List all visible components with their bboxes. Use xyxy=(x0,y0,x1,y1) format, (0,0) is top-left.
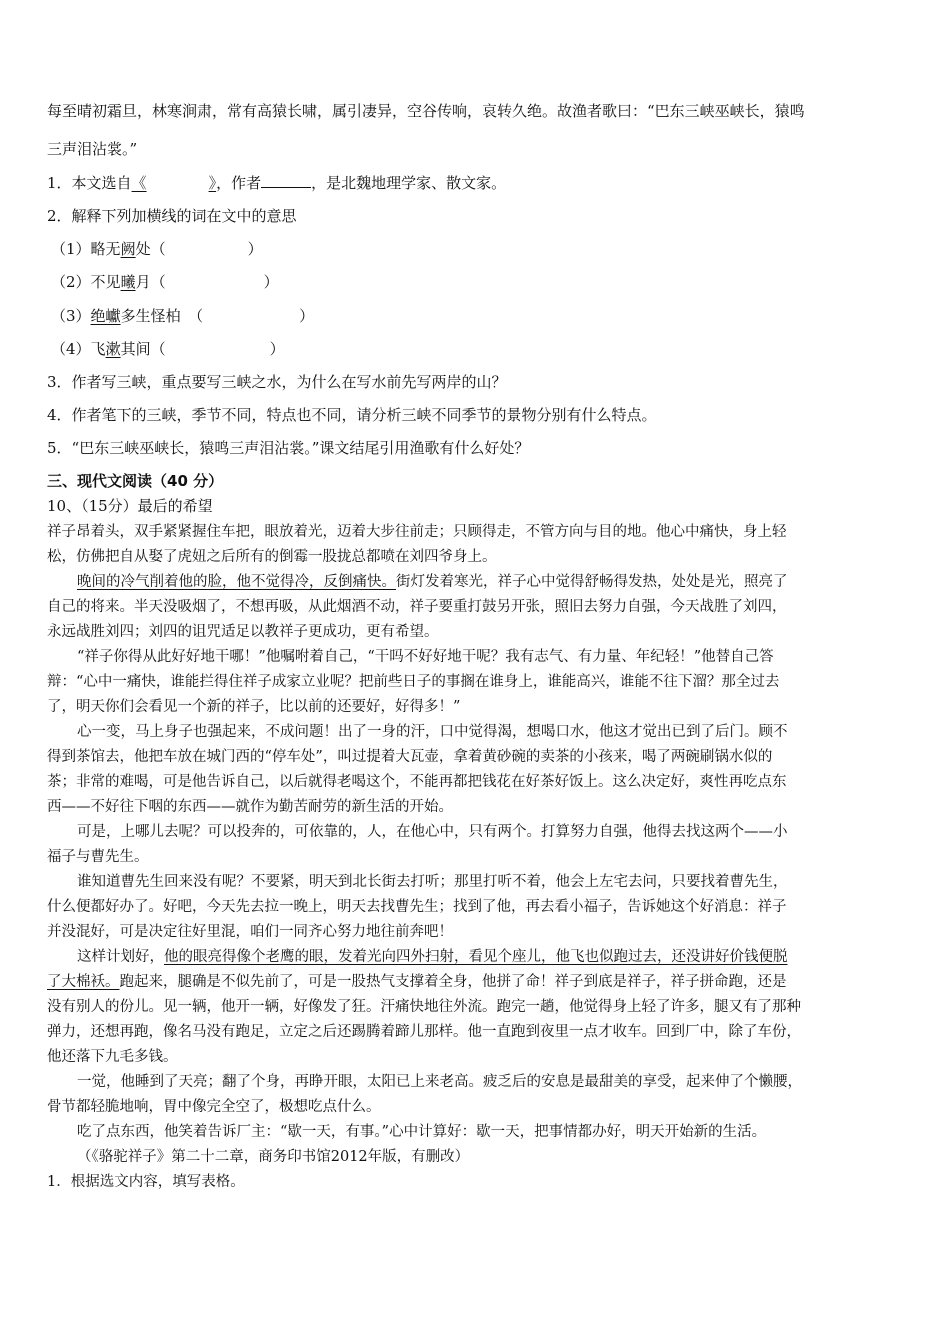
underlined-word: 绝巘 xyxy=(90,307,121,325)
para-2-line-2: 自己的将来。半天没吸烟了，不想再吸，从此烟酒不动，祥子要重打鼓另开张，照旧去努力自强，今天战胜了刘四， xyxy=(47,599,787,615)
question-2-item-4 xyxy=(51,339,907,359)
item-text: 飞 xyxy=(90,340,106,358)
item-text: 略无 xyxy=(90,240,121,258)
close-paren: ） xyxy=(269,340,285,358)
para-8-line-1: 一觉，他睡到了天亮；翻了个身，再睁开眼，太阳已上来老高。疲乏后的安息是最甜美的享受，起来伸了个懒腰， xyxy=(77,1074,802,1090)
underlined-sentence: 他的眼亮得像个老鹰的眼，发着光向四外扫射，看见个座儿，他飞也似跑过去，还没讲好价钱便脱 xyxy=(164,949,788,965)
passage-end-line-2: 三声泪沾裳。” xyxy=(47,140,138,158)
underlined-sentence: 晚间的冷气削着他的脸，他不觉得冷，反倒痛快。 xyxy=(77,574,396,590)
item-number: （4） xyxy=(51,340,91,358)
para-4-line-4: 西——不好往下咽的东西——就作为勤苦耐劳的新生活的开始。 xyxy=(47,799,453,815)
question-2-stem: 2．解释下列加横线的词在文中的意思 xyxy=(47,207,297,225)
para-4-line-3: 茶；非常的难喝，可是他告诉自己，以后就得老喝这个，不能再都把钱花在好茶好饭上。这么决定好，爽性再吃点东 xyxy=(47,774,787,790)
para-6-line-3: 并没混好，可是决定往好里混，咱们一同齐心努力地往前奔吧！ xyxy=(47,924,453,940)
para-7-line-3: 没有别人的份儿。见一辆，他开一辆，好像发了狂。汗痛快地往外流。跑完一趟，他觉得身上轻了许多，腿又有了那种 xyxy=(47,999,801,1015)
para-text: 街灯发着寒光，祥子心中觉得舒畅得发热，处处是光，照亮了 xyxy=(396,574,788,590)
para-2-line-1 xyxy=(47,572,933,592)
item-text: 多生怪柏 （ xyxy=(120,307,204,325)
para-1-line-2: 松，仿佛把自从娶了虎妞之后所有的倒霉一股拢总都喷在刘四爷身上。 xyxy=(47,549,497,565)
question-1-suffix: ，是北魏地理学家、散文家。 xyxy=(311,174,507,192)
item-text: 其间（ xyxy=(120,340,166,358)
para-7-line-4: 弹力，还想再跑，像名马没有跑足，立定之后还踢腾着蹄儿那样。他一直跑到夜里一点才收车。回到厂中，除了车份， xyxy=(47,1024,801,1040)
question-5: 5．“巴东三峡巫峡长，猿鸣三声泪沾裳。”课文结尾引用渔歌有什么好处？ xyxy=(47,439,530,457)
item-number: （1） xyxy=(51,240,91,258)
para-6-line-1: 谁知道曹先生回来没有呢？不要紧，明天到北长街去打听；那里打听不着，他会上左宅去问，只要找着曹先生， xyxy=(77,874,788,890)
para-1-line-1: 祥子昂着头，双手紧紧握住车把，眼放着光，迈着大步往前走；只顾得走，不管方向与目的地。他心中痛快，身上轻 xyxy=(47,524,787,540)
underlined-word: 阙 xyxy=(120,240,136,258)
question-3: 3．作者写三峡，重点要写三峡之水，为什么在写水前先写两岸的山？ xyxy=(47,373,507,391)
para-5-line-1: 可是，上哪儿去呢？可以投奔的，可依靠的，人，在他心中，只有两个。打算努力自强，他得去找这两个——小 xyxy=(77,824,788,840)
para-9: 吃了点东西，他笑着告诉厂主：“歇一天，有事。”心中计算好：歇一天，把事情都办好，明天开始新的生活。 xyxy=(77,1124,767,1140)
book-title-blank[interactable] xyxy=(132,174,217,192)
para-text: 这样计划好， xyxy=(77,949,164,965)
para-7-line-1 xyxy=(47,947,933,967)
para-2-line-3: 永远战胜刘四；刘四的诅咒适足以教祥子更成功，更有希望。 xyxy=(47,624,439,640)
question-2-item-3 xyxy=(51,306,907,326)
para-4-line-1: 心一变，马上身子也强起来，不成问题！出了一身的汗，口中觉得渴，想喝口水，他这才觉出已到了后门。顾不 xyxy=(77,724,788,740)
author-blank[interactable] xyxy=(261,173,311,188)
para-3-line-3: 了，明天你们会看见一个新的祥子，比以前的还要好，好得多！” xyxy=(47,699,461,715)
question-1-middle: ，作者 xyxy=(216,174,262,192)
book-open-mark: 《 xyxy=(131,174,147,192)
item-text: 处（ xyxy=(135,240,166,258)
item-text: 月（ xyxy=(135,273,166,291)
section-3-heading: 三、现代文阅读（40 分） xyxy=(47,472,224,490)
para-6-line-2: 什么便都好办了。好吧，今天先去拉一晚上，明天去找曹先生；找到了他，再去看小福子，告诉她这个好消息：祥子 xyxy=(47,899,787,915)
book-close-mark: 》 xyxy=(208,174,217,192)
question-1-prefix: 1．本文选自 xyxy=(47,174,132,192)
close-paren: ） xyxy=(247,240,263,258)
source-citation: （《骆驼祥子》第二十二章，商务印书馆2012年版，有删改） xyxy=(77,1149,470,1165)
para-7-line-2 xyxy=(47,972,903,992)
final-question: 1．根据选文内容，填写表格。 xyxy=(47,1174,245,1190)
question-2-item-1 xyxy=(51,239,907,259)
item-number: （2） xyxy=(51,273,91,291)
para-3-line-1: “祥子你得从此好好地干哪！”他嘱咐着自己，“干吗不好好地干呢？我有志气、有力量、年纪轻！”他替自己答 xyxy=(77,649,774,665)
question-1 xyxy=(47,173,903,193)
para-3-line-2: 辩：“心中一痛快，谁能拦得住祥子成家立业呢？把前些日子的事搁在谁身上，谁能高兴，谁能不往下溜？那全过去 xyxy=(47,674,780,690)
underlined-word: 漱 xyxy=(105,340,121,358)
close-paren: ） xyxy=(299,307,315,325)
underlined-sentence: 了大棉袄。 xyxy=(47,974,120,990)
para-7-line-5: 他还落下九毛多钱。 xyxy=(47,1049,178,1065)
para-8-line-2: 骨节都轻脆地响，胃中像完全空了，极想吃点什么。 xyxy=(47,1099,381,1115)
underlined-word: 曦 xyxy=(120,273,136,291)
passage-end-line-1: 每至晴初霜旦，林寒涧肃，常有高猿长啸，属引凄异，空谷传响，哀转久绝。故渔者歌曰：“巴东三峡巫峡长，猿鸣 xyxy=(47,102,805,120)
para-text: 跑起来，腿确是不似先前了，可是一股热气支撑着全身，他拼了命！祥子到底是祥子，祥子拼命跑，还是 xyxy=(119,974,787,990)
question-4: 4．作者笔下的三峡，季节不同，特点也不同，请分析三峡不同季节的景物分别有什么特点。 xyxy=(47,406,657,424)
para-5-line-2: 福子与曹先生。 xyxy=(47,849,149,865)
question-10-title: 10、（15分）最后的希望 xyxy=(47,497,213,515)
close-paren: ） xyxy=(263,273,279,291)
item-text: 不见 xyxy=(90,273,121,291)
para-4-line-2: 得到茶馆去，他把车放在城门西的“停车处”，叫过提着大瓦壶，拿着黄砂碗的卖茶的小孩来，喝了两碗刷锅水似的 xyxy=(47,749,773,765)
question-2-item-2 xyxy=(51,272,907,292)
item-number: （3） xyxy=(51,307,91,325)
